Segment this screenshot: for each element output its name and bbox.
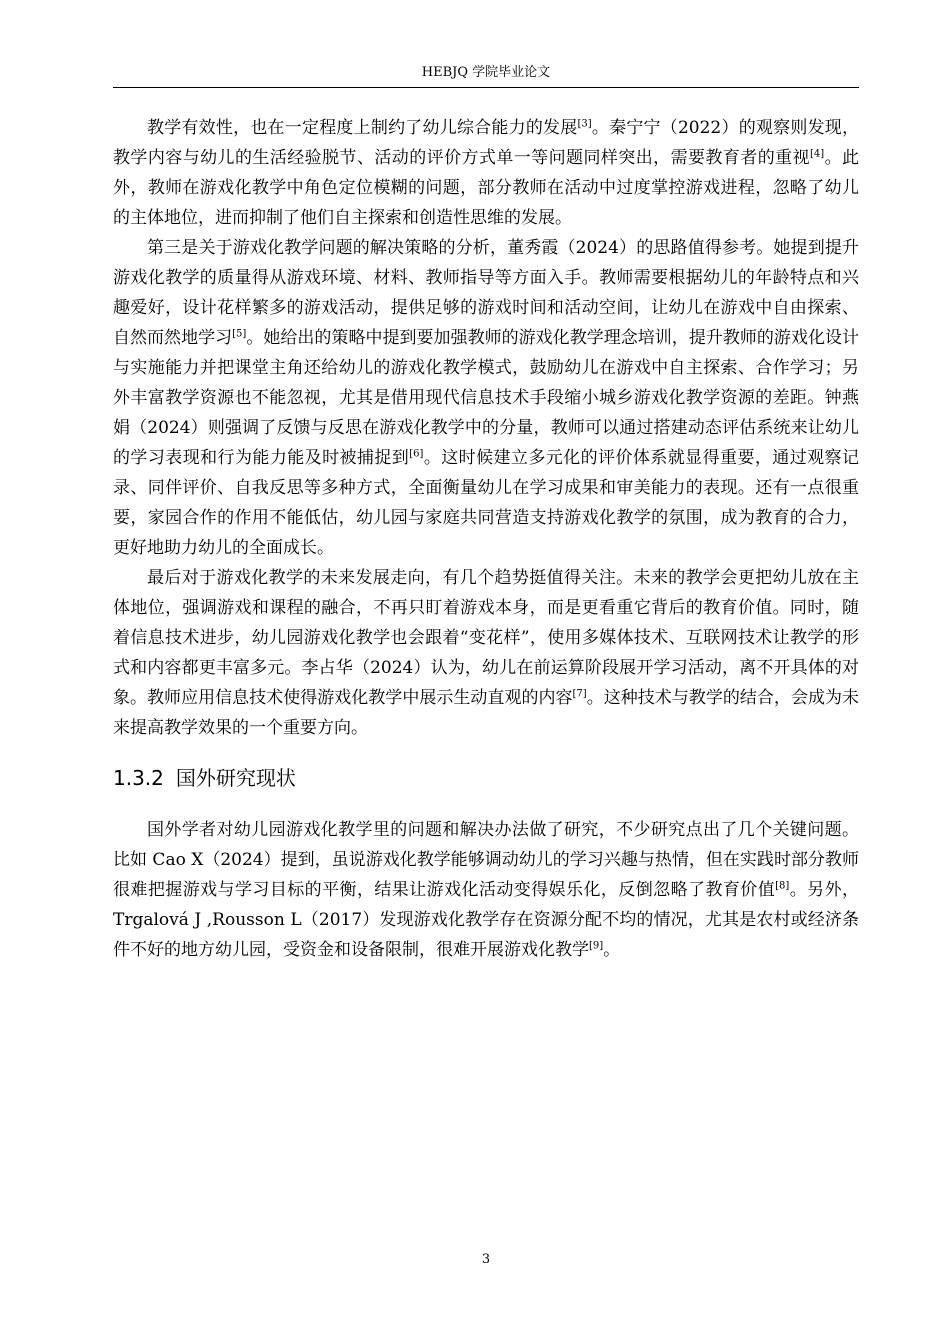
paragraph-2: [113, 233, 859, 563]
header-rule: [113, 87, 859, 88]
paragraph-1: [113, 113, 859, 233]
paragraph-text: 。这种技术与教学的结合，会成为未来提高教学效果的一个重要方向。: [113, 688, 860, 738]
paragraph-text: 教学有效性，也在一定程度上制约了幼儿综合能力的发展: [147, 118, 578, 138]
citation-ref: [6]: [409, 448, 424, 460]
section-number: 1.3.2: [113, 766, 164, 790]
paragraph-text: 。她给出的策略中提到要加强教师的游戏化教学理念培训，提升教师的游戏化设计与实施能力并把课堂主角还给幼儿的游戏化教学模式，鼓励幼儿在游戏中自主探索、合作学习；另外丰富教学资源也不能忽视，尤其是借用现代信息技术手段缩小城乡游戏化教学资源的差距。钟燕娟（2024）则强调了反馈与反思在游戏化教学中的分量，教师可以通过搭建动态评估系统来让幼儿的学习表现和行为能力能及时被捕捉到: [113, 328, 860, 468]
section-heading: [113, 765, 859, 791]
paragraph-text: 最后对于游戏化教学的未来发展走向，有几个趋势挺值得关注。未来的教学会更把幼儿放在主体地位，强调游戏和课程的融合，不再只盯着游戏本身，而是更看重它背后的教育价值。同时，随着信息技术进步，幼儿园游戏化教学也会跟着“变花样”，使用多媒体技术、互联网技术让教学的形式和内容都更丰富多元。李占华（2024）认为，幼儿在前运算阶段展开学习活动，离不开具体的对象。教师应用信息技术使得游戏化教学中展示生动直观的内容: [113, 568, 859, 708]
running-header: HEBJQ 学院毕业论文: [421, 65, 551, 80]
citation-ref: [5]: [232, 328, 247, 340]
paragraph-text: 。此外，教师在游戏化教学中角色定位模糊的问题，部分教师在活动中过度掌控游戏进程，忽略了幼儿的主体地位，进而抑制了他们自主探索和创造性思维的发展。: [113, 148, 860, 228]
paragraph-text: 第三是关于游戏化教学问题的解决策略的分析，董秀霞（2024）的思路值得参考。她提到提升游戏化教学的质量得从游戏环境、材料、教师指导等方面入手。教师需要根据幼儿的年龄特点和兴趣爱好，设计花样繁多的游戏活动，提供足够的游戏时间和活动空间，让幼儿在游戏中自由探索、自然而然地学习: [113, 238, 859, 348]
citation-ref: [8]: [775, 880, 790, 892]
paragraph-text: 国外学者对幼儿园游戏化教学里的问题和解决办法做了研究，不少研究点出了几个关键问题。比如 Cao X（2024）提到，虽说游戏化教学能够调动幼儿的学习兴趣与热情，但在实践时部分教师很难把握游戏与学习目标的平衡，结果让游戏化活动变得娱乐化，反倒忽略了教育价值: [113, 820, 859, 900]
citation-ref: [7]: [572, 688, 587, 700]
paragraph-4: [113, 815, 859, 965]
citation-ref: [3]: [577, 118, 592, 130]
paragraph-text: 。: [603, 940, 621, 960]
paragraph-text: 。另外，Trgalová J ,Rousson L（2017）发现游戏化教学存在资源分配不均的情况，尤其是农村或经济条件不好的地方幼儿园，受资金和设备限制，很难开展游戏化教学: [113, 880, 860, 960]
paragraph-text: 。这时候建立多元化的评价体系就显得重要，通过观察记录、同伴评价、自我反思等多种方式，全面衡量幼儿在学习成果和审美能力的表现。还有一点很重要，家园合作的作用不能低估，幼儿园与家庭共同营造支持游戏化教学的氛围，成为教育的合力，更好地助力幼儿的全面成长。: [113, 448, 860, 558]
page-number: 3: [481, 1252, 491, 1267]
citation-ref: [4]: [809, 148, 825, 160]
paragraph-text: 。秦宁宁（2022）的观察则发现，教学内容与幼儿的生活经验脱节、活动的评价方式单一等问题同样突出，需要教育者的重视: [113, 118, 860, 168]
paragraph-3: [113, 563, 859, 743]
section-title: 国外研究现状: [175, 766, 296, 790]
citation-ref: [9]: [589, 940, 604, 952]
body-text: [113, 113, 859, 965]
